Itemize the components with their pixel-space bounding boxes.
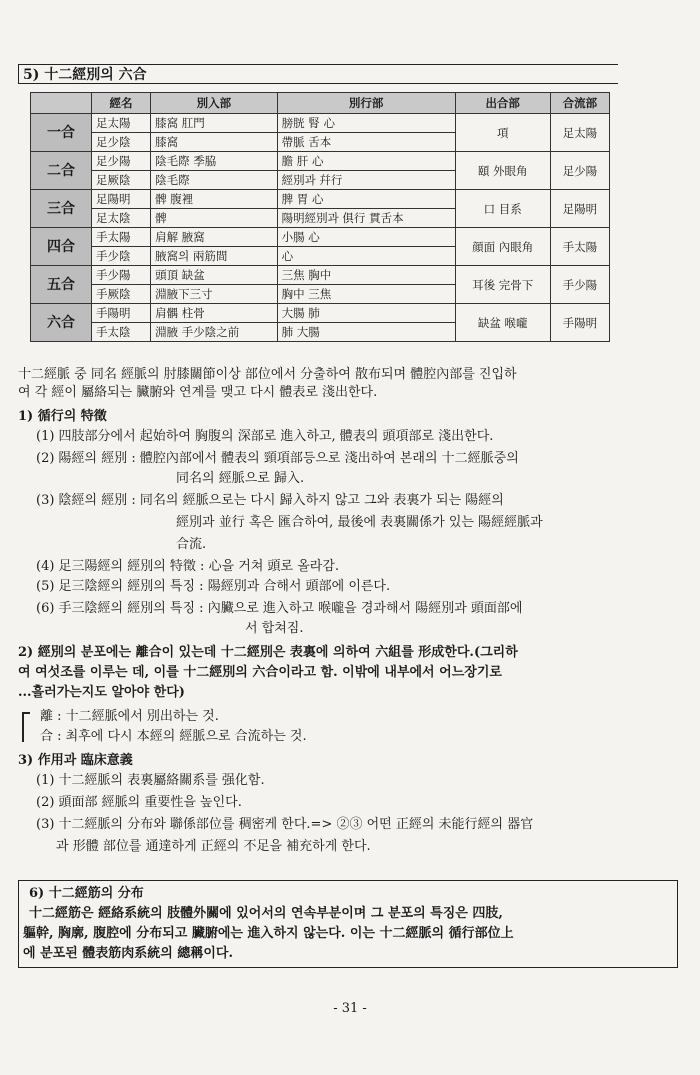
s3-item-line: (1) 十二經脈의 表裏屬絡關系를 强化함. (36, 773, 265, 788)
section-1-title: 1) 循行의 特徵 (18, 409, 107, 424)
merge-part-cell: 手少陽 (550, 266, 609, 304)
entry-part-cell: 膝窩 肛門 (151, 114, 278, 133)
table-row (31, 152, 610, 171)
entry-part-cell: 肩解 腋窩 (151, 228, 278, 247)
s3-item-line: (3) 十二經脈의 分布와 聯係部位를 稠密케 한다.=> ②③ 어떤 正經의 未能行經의 器官 (36, 817, 534, 832)
union-label: 三合 (31, 190, 92, 228)
section-2-line: ...흘러가는지도 알아야 한다) (18, 685, 185, 700)
exit-part-cell: 項 (455, 114, 550, 152)
merge-part-cell: 足太陽 (550, 114, 609, 152)
exit-part-cell: 口 目系 (455, 190, 550, 228)
table-header-row (31, 93, 610, 114)
entry-part-cell: 陰毛際 季脇 (151, 152, 278, 171)
s3-item-line: 과 形體 部位를 通達하게 正經의 不足을 補充하게 한다. (56, 839, 371, 854)
meridian-name-cell: 足太陽 (92, 114, 151, 133)
s1-item-line: (4) 足三陽經의 經別의 特徵 : 心을 거쳐 頭로 올라감. (36, 559, 340, 574)
entry-part-cell: 淵腋 手少陰之前 (151, 323, 278, 342)
table-corner (31, 93, 92, 114)
table-row (31, 228, 610, 247)
table-row (31, 114, 610, 133)
section-5-title: 5) 十二經別의 六合 (18, 64, 618, 84)
s1-item-line: (3) 陰經의 經別 : 同名의 經脈으로는 다시 歸入하지 않고 그와 表裏가 되는 陽經의 (36, 493, 504, 508)
page-number: - 31 - (333, 1001, 367, 1016)
s6-line: 十二經筋은 經絡系統의 肢體外關에 있어서의 연속부분이며 그 분포의 특징은 四肢, (29, 906, 503, 921)
union-label: 四合 (31, 228, 92, 266)
path-part-cell: 帶脈 舌本 (277, 133, 455, 152)
s1-item-line: 經別과 並行 혹은 匯合하여, 最後에 表裏關係가 있는 陽經經脈과 (176, 515, 543, 530)
meridian-name-cell: 手厥陰 (92, 285, 151, 304)
li-definition: 離 : 十二經脈에서 別出하는 것. (40, 709, 219, 724)
meridian-name-cell: 足太陰 (92, 209, 151, 228)
s1-item-line: 서 합쳐짐. (245, 621, 304, 636)
path-part-cell: 膀胱 腎 心 (277, 114, 455, 133)
section-2-line: 여 여섯조를 이루는 데, 이를 十二經別의 六合이라고 함. 이밖에 내부에서 어느장기로 (18, 665, 502, 680)
section-2-line: 2) 經別의 분포에는 離合이 있는데 十二經別은 表裏에 의하여 六組를 形成한다.(그리하 (18, 645, 518, 660)
path-part-cell: 心 (277, 247, 455, 266)
entry-part-cell: 淵腋下三寸 (151, 285, 278, 304)
entry-part-cell: 髀 (151, 209, 278, 228)
intro-line: 여 각 經이 屬絡되는 臟腑와 연계를 맺고 다시 體表로 淺出한다. (18, 385, 378, 400)
six-unions-table (30, 92, 610, 342)
path-part-cell: 胸中 三焦 (277, 285, 455, 304)
path-part-cell: 膽 肝 心 (277, 152, 455, 171)
table-row (31, 304, 610, 323)
s1-item-line: (5) 足三陰經의 經別의 특징 : 陽經別과 合해서 頭部에 이른다. (36, 579, 391, 594)
s1-item-line: 同名의 經脈으로 歸入. (176, 471, 305, 486)
meridian-name-cell: 手少陰 (92, 247, 151, 266)
meridian-name-cell: 手太陰 (92, 323, 151, 342)
entry-part-cell: 陰毛際 (151, 171, 278, 190)
header-cell: 別入部 (151, 93, 278, 114)
s1-item-line: (1) 四肢部分에서 起始하여 胸腹의 深部로 進入하고, 體表의 頭項部로 淺出한다. (36, 429, 494, 444)
entry-part-cell: 膝窩 (151, 133, 278, 152)
exit-part-cell: 頤 外眼角 (455, 152, 550, 190)
union-label: 五合 (31, 266, 92, 304)
path-part-cell: 小腸 心 (277, 228, 455, 247)
union-label: 一合 (31, 114, 92, 152)
header-cell: 出合部 (455, 93, 550, 114)
s3-item-line: (2) 頭面部 經脈의 重要性을 높인다. (36, 795, 242, 810)
intro-line: 十二經脈 중 同名 經脈의 肘膝關節이상 部位에서 分출하여 散布되며 體腔內部를 진입하 (18, 367, 517, 382)
path-part-cell: 肺 大腸 (277, 323, 455, 342)
merge-part-cell: 手太陽 (550, 228, 609, 266)
exit-part-cell: 缺盆 喉嚨 (455, 304, 550, 342)
section-3-title: 3) 作用과 臨床意義 (18, 753, 133, 768)
union-label: 二合 (31, 152, 92, 190)
hap-definition: 合 : 최후에 다시 本經의 經脈으로 合流하는 것. (40, 729, 307, 744)
meridian-name-cell: 手太陽 (92, 228, 151, 247)
header-cell: 經名 (92, 93, 151, 114)
table-body (31, 114, 610, 342)
path-part-cell: 大腸 肺 (277, 304, 455, 323)
meridian-name-cell: 足少陽 (92, 152, 151, 171)
entry-part-cell: 肩髃 柱骨 (151, 304, 278, 323)
path-part-cell: 三焦 胸中 (277, 266, 455, 285)
header-cell: 別行部 (277, 93, 455, 114)
meridian-name-cell: 手陽明 (92, 304, 151, 323)
header-cell: 合流部 (550, 93, 609, 114)
meridian-name-cell: 手少陽 (92, 266, 151, 285)
table-row (31, 266, 610, 285)
s6-line: 에 분포된 體表筋肉系統의 總稱이다. (23, 946, 234, 961)
merge-part-cell: 足少陽 (550, 152, 609, 190)
merge-part-cell: 手陽明 (550, 304, 609, 342)
meridian-name-cell: 足少陰 (92, 133, 151, 152)
entry-part-cell: 頭頂 缺盆 (151, 266, 278, 285)
path-part-cell: 脾 胃 心 (277, 190, 455, 209)
s1-item-line: (2) 陽經의 經別 : 體腔內部에서 體表의 頸項部등으로 淺出하여 본래의 十二經脈중의 (36, 451, 519, 466)
meridian-name-cell: 足厥陰 (92, 171, 151, 190)
meridian-name-cell: 足陽明 (92, 190, 151, 209)
exit-part-cell: 顔面 內眼角 (455, 228, 550, 266)
entry-part-cell: 髀 腹裡 (151, 190, 278, 209)
section-6-box (18, 880, 678, 968)
exit-part-cell: 耳後 完骨下 (455, 266, 550, 304)
s1-item-line: 合流. (176, 537, 207, 552)
section-6-title: 6) 十二經筋의 分布 (29, 886, 144, 901)
path-part-cell: 陽明經別과 俱行 貫舌本 (277, 209, 455, 228)
union-label: 六合 (31, 304, 92, 342)
s1-item-line: (6) 手三陰經의 經別의 특징 : 內臟으로 進入하고 喉嚨을 경과해서 陽經別과 頭面部에 (36, 601, 523, 616)
entry-part-cell: 腋窩의 兩筋間 (151, 247, 278, 266)
table-row (31, 190, 610, 209)
s6-line: 軀幹, 胸廓, 腹腔에 分布되고 臟腑에는 進入하지 않는다. 이는 十二經脈의 循行部位上 (23, 926, 514, 941)
bracket-mark (22, 712, 30, 742)
merge-part-cell: 足陽明 (550, 190, 609, 228)
path-part-cell: 經別과 幷行 (277, 171, 455, 190)
